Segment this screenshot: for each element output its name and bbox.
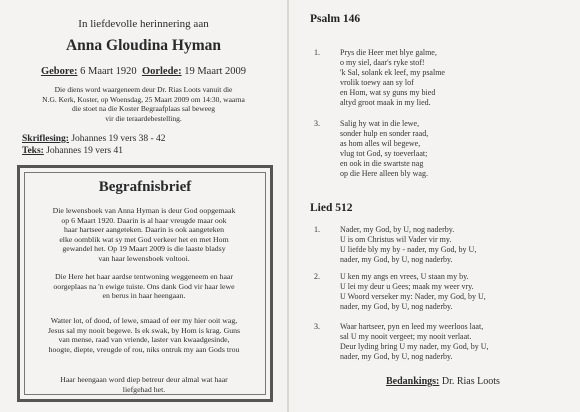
letter-line: gewandel het. Op 19 Maart 2009 is die laaste bladsy [62, 244, 226, 254]
letter-line: oorgeplaas na 'n ewige tuiste. Ons dank God vir haar lewe [53, 281, 235, 291]
verse-line: o my siel, daar's ryke stof! [340, 58, 425, 67]
psalm-verse-3 [340, 119, 570, 179]
verse-line: as hom alles wil begewe, [340, 139, 421, 148]
born-label: Gebore: [40, 66, 78, 77]
letter-line: Die lewensboek van Anna Hyman is deur God oopgemaak [52, 206, 236, 215]
verse-line: Salig hy wat in die lewe, [340, 119, 420, 128]
hymn-title: Lied 512 [310, 202, 353, 214]
psalm-verse-number: 3. [314, 119, 320, 128]
verse-line: sal U my nooit vergeet; my nooit verlaat. [340, 332, 472, 341]
letter-paragraph-2 [28, 272, 260, 301]
service-line: N.G. Kerk, Koster, op Woensdag, 25 Maart 2009 om 14:30, waarna [42, 94, 245, 104]
hymn-verse-2 [340, 272, 570, 312]
service-line: vir die teraardebestelling. [105, 113, 182, 123]
verse-line: Nader, my God, by U, nog naderby. [340, 225, 455, 234]
scripture-text: Johannes 19 vers 38 - 42 [71, 134, 166, 144]
verse-line: U lei my deur u Gees; maak my weer vry. [340, 282, 474, 291]
verse-line: en ook in die swartste nag [340, 159, 424, 168]
letter-line: Die Here het haar aardse tentwoning weggeneem en haar [55, 272, 233, 281]
sermon-text [22, 146, 123, 156]
hymn-verse-number: 2. [314, 272, 320, 281]
letter-paragraph-3 [28, 316, 260, 354]
letter-paragraph-4 [28, 375, 260, 394]
verse-line: op die Here alleen bly wag. [340, 169, 428, 178]
verse-line: nader, my God, by U, nog naderby. [340, 255, 453, 264]
verse-line: Deur lyding bring U my nader, my God, by U, [340, 342, 489, 351]
died-date: 19 Maart 2009 [184, 66, 247, 77]
verse-line: U ken my angs en vrees, U staan my by. [340, 272, 469, 281]
died-label: Oorlede: [141, 66, 182, 77]
hymn-verse-1 [340, 225, 570, 265]
verse-line: 'k Sal, solank ek leef, my psalme [340, 68, 445, 77]
hymn-verse-3 [340, 322, 570, 362]
letter-line: van mense, raad van vriende, laster van kwaadgesinde, [58, 335, 230, 345]
scripture-label: Skriflesing: [22, 134, 69, 144]
letter-line: Haar heengaan word diep betreur deur almal wat haar [60, 375, 228, 384]
letter-line: liefgehad het. [122, 384, 166, 394]
verse-line: vrolik toewy aan sy lof [340, 78, 414, 87]
hymn-verse-number: 1. [314, 225, 320, 234]
life-dates [0, 66, 287, 77]
service-line: Die diens word waargeneem deur Dr. Rias Loots vanuit die [54, 85, 233, 94]
letter-line: van haar lewensboek voltooi. [98, 253, 190, 263]
scripture-reading [22, 134, 166, 144]
letter-line: Watter lot, of dood, of lewe, smaad of eer my hier ooit wag, [50, 316, 238, 325]
verse-line: sonder hulp en sonder raad, [340, 129, 429, 138]
letter-line: en berus in haar heengaan. [102, 291, 186, 301]
letter-line: op 6 Maart 1920. Daarin is al haar vreugde maar ook [61, 215, 227, 225]
service-details [0, 85, 287, 123]
verse-line: altyd groot maak in my lied. [340, 98, 431, 107]
funeral-letter-title: Begrafnisbrief [98, 179, 192, 195]
letter-paragraph-1 [28, 206, 260, 264]
letter-line: elke oomblik wat sy met God verkeer het en met Hom [59, 234, 229, 244]
text-label: Teks: [22, 146, 44, 156]
verse-line: U liefde bly my by - nader, my God, by U, [340, 245, 477, 254]
psalm-title: Psalm 146 [310, 13, 361, 25]
verse-line: Waar hartseer, pyn en leed my weerloos laat, [340, 322, 484, 331]
verse-line: U Woord verseker my: Nader, my God, by U, [340, 292, 486, 301]
acknowledgements [386, 376, 500, 387]
verse-line: en Hom, wat sy guns my bied [340, 88, 436, 97]
verse-line: vlug tot God, sy toeverlaat; [340, 149, 428, 158]
psalm-verse-1 [340, 48, 570, 108]
in-memory-heading: In liefdevolle herinnering aan [78, 18, 209, 30]
text-reference: Johannes 19 vers 41 [46, 146, 123, 156]
hymn-verse-number: 3. [314, 322, 320, 331]
funeral-letter-box [17, 165, 273, 402]
born-date: 6 Maart 1920 [80, 66, 137, 77]
letter-line: haar hartseer aangeteken. Daarin is ook aangeteken [64, 225, 224, 235]
service-line: die stoet na die Koster Begraafplaas sal beweeg [71, 104, 216, 114]
acknowledgements-label: Bedankings: [386, 376, 440, 387]
letter-line: hoogte, diepte, vreugde of rou, niks ontruk my aan Gods trou [48, 344, 240, 354]
deceased-name: Anna Gloudina Hyman [65, 37, 222, 54]
verse-line: U is om Christus wil Vader vir my. [340, 235, 452, 244]
acknowledgements-text: Dr. Rias Loots [441, 376, 500, 387]
psalm-verse-number: 1. [314, 48, 320, 57]
verse-line: nader, my God, by U, nog naderby. [340, 302, 453, 311]
letter-line: Jesus sal my nooit begewe. Is ek swak, by Hom is krag. Guns [47, 325, 241, 335]
verse-line: Prys die Heer met blye galme, [340, 48, 437, 57]
verse-line: nader, my God, by U, nog naderby. [340, 352, 453, 361]
